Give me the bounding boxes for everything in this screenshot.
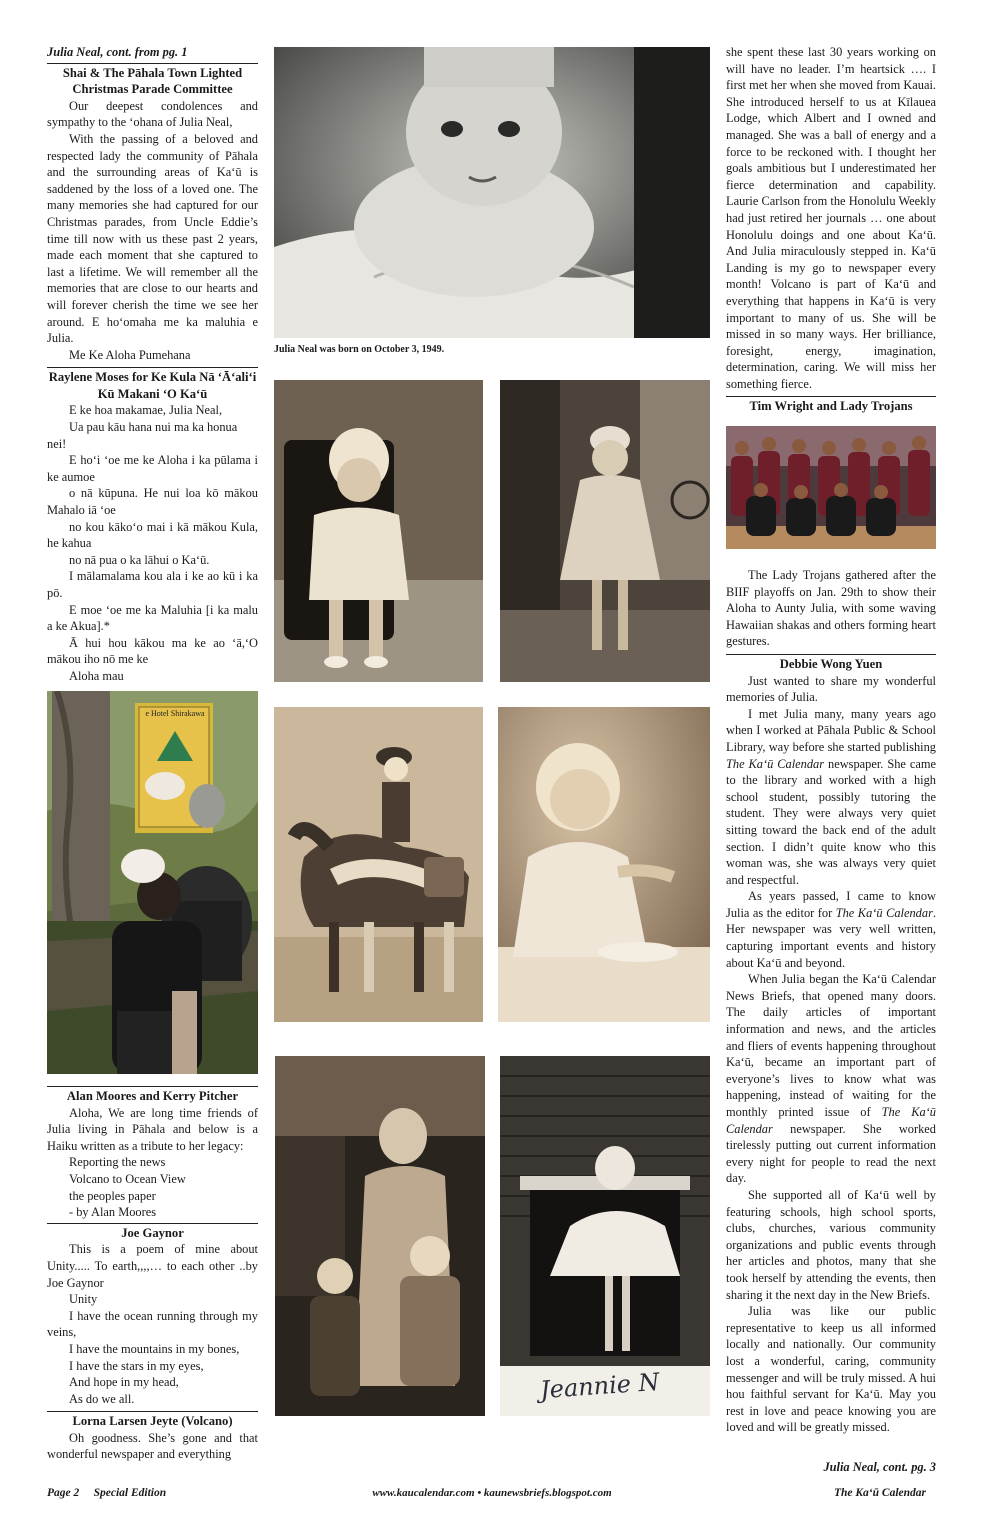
shai-signoff: Me Ke Aloha Pumehana (69, 347, 191, 362)
chant-line: Aloha mau (69, 668, 124, 683)
poem-line: And hope in my head, (69, 1375, 179, 1390)
debbie-paragraph-4: When Julia began the Kaʻū Calendar News Briefs, that opened many doors. The daily articles of important information and news, and the articles and fliers of events happening throughout Kaʻū, became an important part of everyone’s lives to know what was happening, instead of waiting for the monthly printed issue of The Kaʻū Calendar newspaper. She worked tirelessly putting out current information every night for people to read the next day. (726, 972, 936, 1186)
continued-from-label: Julia Neal, cont. from pg. 1 (47, 45, 188, 59)
poem-line: Unity (69, 1292, 98, 1307)
column-left-lower (47, 1084, 258, 1463)
photo-conch-shell-blowers (47, 691, 258, 1074)
photo-smiling-toddler (498, 707, 710, 1022)
poem-line: I have the stars in my eyes, (69, 1358, 204, 1373)
heading-joe-gaynor: Joe Gaynor (47, 1223, 258, 1242)
chant-line: E moe ʻoe me ka Maluhia [i ka malu a ke Akua].* (47, 602, 258, 634)
chant-line: E ke hoa makamae, Julia Neal, (69, 403, 223, 418)
debbie-paragraph-6: Julia was like our public representative to keep us all informed locally and nationally. Our community lost a wonderful, caring, community messenger and will be truly missed. A hui hou faithful servant for Kaʻū. May you rest in love and peace knowing you are loved and will be greatly missed. (726, 1304, 936, 1435)
lorna-paragraph: Oh goodness. She’s gone and that wonderful newspaper and everything (47, 1430, 258, 1462)
debbie-paragraph-1: Just wanted to share my wonderful memories of Julia. (726, 673, 936, 705)
footer-page-number: Page 2 Special Edition (47, 1487, 167, 1499)
footer-publication-name: The Kaʻū Calendar (833, 1487, 926, 1499)
column-right (726, 44, 936, 415)
heading-debbie-wong-yuen: Debbie Wong Yuen (726, 654, 936, 673)
photo-pony-rider (274, 707, 483, 1022)
heading-shai: Shai & The Pāhala Town Lighted Christmas Parade Committee (47, 63, 258, 98)
heading-tim-wright: Tim Wright and Lady Trojans (726, 396, 936, 415)
alan-paragraph: Aloha, We are long time friends of Julia living in Pāhala and below is a Haiku written as a tribute to her legacy: (47, 1105, 258, 1153)
photo-woman-with-children (275, 1056, 485, 1416)
column-right-lower (726, 567, 936, 1436)
haiku-line: the peoples paper (69, 1188, 156, 1203)
tim-paragraph: The Lady Trojans gathered after the BIIF playoffs on Jan. 29th to show their Aloha to Aunty Julia, with some waving Hawaiian shakas and others forming heart gestures. (726, 568, 936, 649)
lorna-continued-paragraph: she spent these last 30 years working on will have no leader. I’m heartsick …. I first met her when she moved from Kauai. She introduced herself to us at Kīlauea Lodge, which Albert and I owned and managed. She was a ball of energy and a force to be reckoned with. I thought her goals ambitious but I underestimated her fierce determination and capability. Laurie Carlson from the Honolulu Weekly had just retired her journals … one about Honolulu doings and one about Kaʻū. And Julia miraculously stepped in. Kaʻū Landing is my go to newspaper every month! Volcano is part of Kaʻū and everything that happens in Kaʻū is very important to many of us. She will be missed in so many ways. Her brilliance, foresight, energy, imagination, determination, caring. We will miss her something fierce. (726, 45, 936, 391)
joe-paragraph: This is a poem of mine about Unity..... To earth,,,,… to each other ..by Joe Gaynor (47, 1242, 258, 1290)
heading-raylene: Raylene Moses for Ke Kula Nā ʻĀʻaliʻi Kū Makani ʻO Kaʻū (47, 367, 258, 402)
chant-line: I mālamalama kou ala i ke ao kū i ka pō. (47, 569, 258, 600)
photo-baby-portrait (274, 47, 710, 338)
column-left (47, 44, 258, 685)
poem-line: I have the ocean running through my veins, (47, 1308, 258, 1340)
photo-signature: Jeannie N (539, 1367, 661, 1405)
chant-line: Ā hui hou kākou ma ke ao ʻā,ʻO mākou iho nō me ke (47, 635, 258, 667)
chant-line: Ua pau kāu hana nui ma ka honua nei! (47, 420, 238, 451)
baby-photo-caption: Julia Neal was born on October 3, 1949. (274, 344, 445, 355)
shai-paragraph-1: Our deepest condolences and sympathy to the ʻohana of Julia Neal, (47, 98, 258, 130)
photo-lady-trojans-team (726, 426, 936, 549)
chant-line: no nā pua o ka lāhui o Kaʻū. (69, 552, 210, 567)
haiku-line: Volcano to Ocean View (69, 1171, 186, 1186)
debbie-paragraph-3: As years passed, I came to know Julia as the editor for The Kaʻū Calendar. Her newspaper was very well written, capturing important events and history about Kaʻū and beyond. (726, 889, 937, 970)
heading-lorna: Lorna Larsen Jeyte (Volcano) (47, 1411, 258, 1430)
chant-line: no kou kākoʻo mai i kā mākou Kula, he kahua (47, 519, 258, 551)
chant-line: E hoʻi ʻoe me ke Aloha i ka pūlama i ke aumoe (47, 453, 258, 484)
debbie-paragraph-2: I met Julia many, many years ago when I worked at Pāhala Public & School Library, way before she started publishing The Kaʻū Calendar newspaper. She came to the library and worked with a high school student, possibly tutoring the student. They were always very quiet sitting toward the back end of the adult section. I didn’t quite know who this woman was, she was always very quiet and respectful. (726, 706, 936, 887)
footer-website-links[interactable]: www.kaucalendar.com • kaunewsbriefs.blogspot.com (372, 1487, 612, 1499)
chant-line: o nā kūpuna. He nui loa kō mākou Mahalo iā ʻoe (47, 486, 258, 518)
haiku-byline: - by Alan Moores (69, 1205, 157, 1220)
shai-paragraph-2: With the passing of a beloved and respected lady the community of Pāhala and the surrounding areas of Kaʻū is saddened by the loss of a loved one. The many memories she had captured for our Christmas parades, from Uncle Eddie’s time till now with us these past 2 years, made each moment that she captured to last a lifetime. We will remember all the memories that are close to our hearts and will forever cherish the time we see her around. E hoʻomaha me ka maluhia e Julia. (47, 131, 258, 346)
heading-alan-kerry: Alan Moores and Kerry Pitcher (47, 1086, 258, 1105)
debbie-paragraph-5: She supported all of Kaʻū well by featuring schools, high school sports, clubs, churches, various community organizations and public events through her articles and photos, many that she took herself by attending the events, then sharing it the next day in the New Briefs. (726, 1187, 936, 1302)
haiku-line: Reporting the news (69, 1155, 166, 1170)
continued-to-label: Julia Neal, cont. pg. 3 (823, 1460, 936, 1474)
photo-girl-fireplace-signed (500, 1056, 710, 1416)
poem-line: As do we all. (69, 1391, 135, 1406)
photo-girl-with-hat (500, 380, 710, 682)
poem-line: I have the mountains in my bones, (69, 1341, 240, 1356)
hotel-sign-text: e Hotel Shirakawa (145, 709, 205, 718)
photo-toddler-chair (274, 380, 483, 682)
